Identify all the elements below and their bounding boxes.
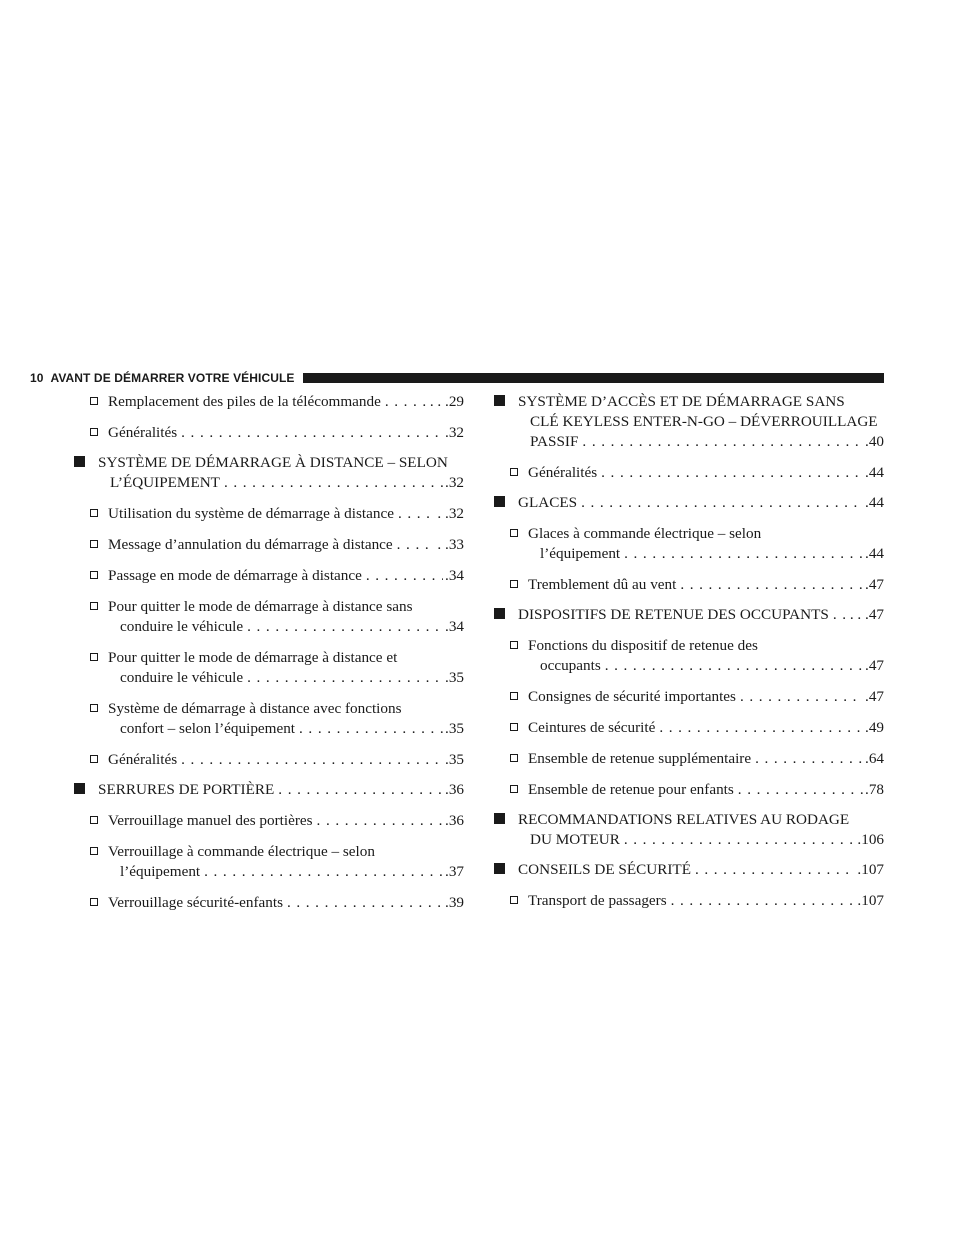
subsection-box-icon [90,816,98,824]
subsection-box-icon [510,785,518,793]
toc-column-left [74,392,464,913]
toc-entry-title: Fonctions du dispositif de retenue des [528,637,758,654]
toc-entry[interactable] [74,893,464,913]
toc-entry[interactable] [74,842,464,882]
toc-entry-title: Utilisation du système de démarrage à distance [108,505,394,522]
toc-entry-page: .39 [445,894,464,911]
toc-entry[interactable] [74,780,464,800]
subsection-box-icon [510,692,518,700]
dot-leader [299,719,443,739]
dot-leader [624,544,863,564]
toc-entry-title: PASSIF [530,433,579,450]
toc-entry-page: .35 [445,751,464,768]
toc-entry-title: RECOMMANDATIONS RELATIVES AU RODAGE [518,811,850,828]
toc-entry-title: Généralités [108,751,178,768]
subsection-box-icon [510,641,518,649]
toc-entry[interactable] [494,749,884,769]
toc-entry-title: SYSTÈME DE DÉMARRAGE À DISTANCE – SELON [98,454,448,471]
toc-entry-title: Pour quitter le mode de démarrage à distance et [108,649,398,666]
subsection-box-icon [90,571,98,579]
toc-entry-page: .36 [445,812,464,829]
toc-entry[interactable] [494,524,884,564]
dot-leader [398,504,435,524]
dot-leader [601,463,863,483]
toc-entry-page: .44 [865,494,884,511]
toc-entry-page: .107 [857,892,884,909]
toc-entry-page: .37 [445,863,464,880]
toc-entry[interactable] [494,687,884,707]
toc-entry-page: .36 [445,781,464,798]
toc-entry-page: .34 [445,618,464,635]
toc-entry-page: . .32 [437,505,464,522]
dot-leader [582,432,863,452]
toc-entry-page: .32 [445,474,464,491]
dot-leader [287,893,443,913]
toc-entry[interactable] [74,392,464,412]
toc-entry-title: Glaces à commande électrique – selon [528,525,762,542]
toc-entry-title: CLÉ KEYLESS ENTER-N-GO – DÉVERROUILLAGE [530,413,878,430]
subsection-box-icon [90,898,98,906]
toc-entry[interactable] [494,575,884,595]
toc-entry-title: SERRURES DE PORTIÈRE [98,781,275,798]
toc-column-right [494,392,884,911]
toc-entry[interactable] [74,535,464,555]
toc-entry-title: Généralités [108,424,178,441]
toc-entry-page: .32 [445,424,464,441]
subsection-box-icon [90,540,98,548]
subsection-box-icon [90,653,98,661]
header-title: 10 AVANT DE DÉMARRER VOTRE VÉHICULE [30,371,295,385]
subsection-box-icon [90,847,98,855]
toc-entry-page: .64 [865,750,884,767]
toc-entry[interactable] [74,504,464,524]
dot-leader [181,423,443,443]
header-rule [303,373,884,383]
toc-entry-title: conduire le véhicule [120,669,244,686]
section-bullet-icon [494,813,505,824]
toc-entry-title: l’équipement [540,545,621,562]
toc-entry-title: SYSTÈME D’ACCÈS ET DE DÉMARRAGE SANS [518,393,845,410]
toc-entry[interactable] [494,860,884,880]
dot-leader [659,718,863,738]
toc-entry[interactable] [74,811,464,831]
toc-entry-page: .47 [865,576,884,593]
toc-entry[interactable] [74,648,464,688]
toc-entry-page: .106 [857,831,884,848]
toc-entry[interactable] [494,392,884,452]
toc-entry[interactable] [494,463,884,483]
toc-entry-page: . .33 [437,536,464,553]
toc-entry[interactable] [494,493,884,513]
toc-entry-page: .107 [857,861,884,878]
toc-entry-title: conduire le véhicule [120,618,244,635]
toc-entry-page: .34 [445,567,464,584]
toc-entry-title: GLACES [518,494,578,511]
toc-entry-title: DISPOSITIFS DE RETENUE DES OCCUPANTS [518,606,829,623]
dot-leader [397,535,436,555]
toc-entry-page: .35 [445,669,464,686]
toc-entry-page: .40 [865,433,884,450]
subsection-box-icon [510,580,518,588]
toc-entry-title: Généralités [528,464,598,481]
subsection-box-icon [90,509,98,517]
toc-entry[interactable] [74,423,464,443]
toc-entry[interactable] [494,891,884,911]
toc-entry[interactable] [494,718,884,738]
toc-entry[interactable] [74,453,464,493]
dot-leader [366,566,443,586]
dot-leader [317,811,443,831]
toc-entry-title: L’ÉQUIPEMENT [110,474,220,491]
toc-entry-page: . . .47 [849,606,884,623]
dot-leader [755,749,863,769]
dot-leader [740,687,863,707]
subsection-box-icon [90,755,98,763]
dot-leader [738,780,863,800]
toc-entry-page: .47 [865,688,884,705]
dot-leader [605,656,863,676]
subsection-box-icon [510,529,518,537]
toc-entry-page: .78 [865,781,884,798]
subsection-box-icon [90,602,98,610]
dot-leader [385,392,428,412]
dot-leader [833,605,848,625]
dot-leader [224,473,443,493]
dot-leader [278,780,443,800]
toc-entry[interactable] [494,810,884,850]
subsection-box-icon [90,428,98,436]
toc-entry-title: Ensemble de retenue pour enfants [528,781,734,798]
toc-entry[interactable] [74,566,464,586]
toc-entry-title: occupants [540,657,601,674]
dot-leader [624,830,856,850]
toc-entry-title: l’équipement [120,863,201,880]
subsection-box-icon [510,754,518,762]
toc-entry-title: Message d’annulation du démarrage à distance [108,536,393,553]
section-bullet-icon [494,395,505,406]
dot-leader [204,862,443,882]
toc-entry-title: Ensemble de retenue supplémentaire [528,750,752,767]
dot-leader [247,617,443,637]
toc-entry-title: Passage en mode de démarrage à distance [108,567,362,584]
section-bullet-icon [494,496,505,507]
toc-entry-title: Remplacement des piles de la télécommande [108,393,381,410]
toc-entry-title: DU MOTEUR [530,831,620,848]
toc-entry-page: .49 [865,719,884,736]
subsection-box-icon [90,397,98,405]
section-bullet-icon [74,783,85,794]
toc-entry-title: Pour quitter le mode de démarrage à distance sans [108,598,413,615]
toc-entry[interactable] [494,605,884,625]
toc-entry-page: . . .29 [429,393,464,410]
toc-entry-title: Système de démarrage à distance avec fonctions [108,700,402,717]
toc-entry[interactable] [74,750,464,770]
subsection-box-icon [510,468,518,476]
dot-leader [181,750,443,770]
dot-leader [247,668,443,688]
subsection-box-icon [510,896,518,904]
toc-entry-title: Verrouillage manuel des portières [108,812,313,829]
toc-entry[interactable] [494,636,884,676]
toc-entry-title: Transport de passagers [528,892,667,909]
toc-entry-page: .35 [445,720,464,737]
toc-entry[interactable] [74,597,464,637]
toc-entry-title: Consignes de sécurité importantes [528,688,736,705]
dot-leader [695,860,855,880]
toc-entry-page: .47 [865,657,884,674]
toc-entry-title: CONSEILS DE SÉCURITÉ [518,861,691,878]
toc-entry-title: Ceintures de sécurité [528,719,656,736]
subsection-box-icon [510,723,518,731]
section-bullet-icon [74,456,85,467]
toc-entry-title: Verrouillage sécurité-enfants [108,894,283,911]
section-bullet-icon [494,608,505,619]
subsection-box-icon [90,704,98,712]
toc-entry-title: Tremblement dû au vent [528,576,677,593]
dot-leader [581,493,863,513]
section-bullet-icon [494,863,505,874]
toc-entry[interactable] [74,699,464,739]
toc-entry-page: .44 [865,545,884,562]
toc-entry[interactable] [494,780,884,800]
dot-leader [671,891,856,911]
toc-entry-page: .44 [865,464,884,481]
toc-entry-title: confort – selon l’équipement [120,720,296,737]
toc-entry-title: Verrouillage à commande électrique – selon [108,843,375,860]
page-header [30,370,884,386]
dot-leader [680,575,863,595]
